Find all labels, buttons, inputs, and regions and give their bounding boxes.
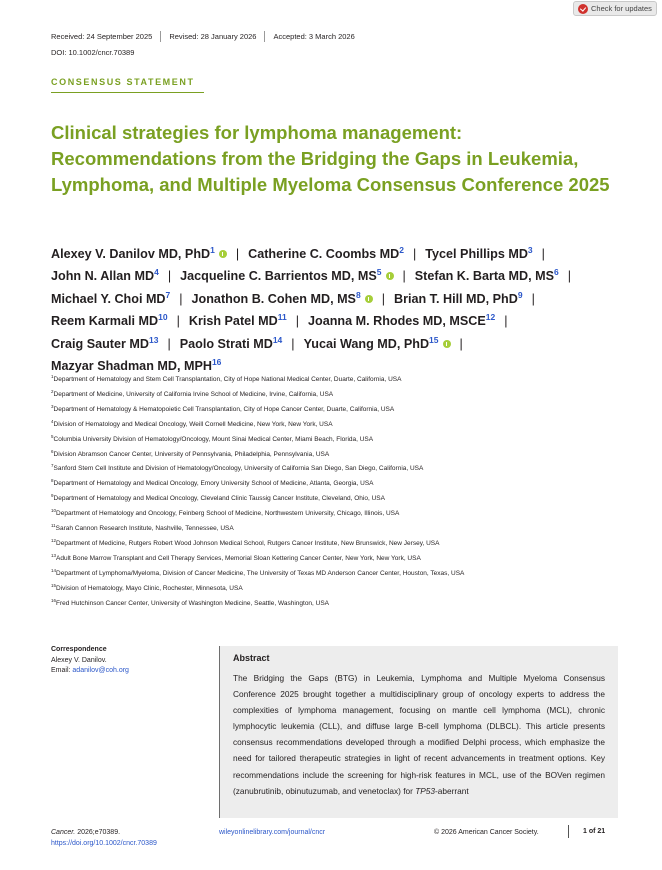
accepted-date: Accepted: 3 March 2026 (273, 32, 355, 41)
affiliation-item (51, 522, 631, 537)
author-name: Yucai Wang MD, PhD (303, 336, 430, 351)
author-separator: | (176, 314, 180, 329)
correspondence-heading: Correspondence (51, 646, 107, 653)
author-separator: | (167, 336, 171, 351)
footer-citation (51, 828, 157, 849)
author-affiliation-ref[interactable]: 8 (355, 289, 361, 300)
author-name: Mazyar Shadman MD, MPH (51, 359, 212, 374)
section-label: CONSENSUS STATEMENT (51, 77, 195, 87)
abstract-heading: Abstract (233, 653, 270, 663)
affiliation-text: Sarah Cannon Research Institute, Nashville, Tennessee, USA (55, 525, 234, 533)
affiliation-number: 15 (51, 582, 57, 588)
author-line (51, 265, 621, 287)
abstract-italic-gene: TP53 (415, 785, 436, 796)
author-name: Jonathon B. Cohen MD, MS (191, 291, 356, 306)
author-separator: | (381, 291, 385, 306)
author-affiliation-ref[interactable]: 11 (277, 312, 287, 323)
affiliation-number: 2 (51, 388, 54, 394)
author-separator: | (291, 336, 295, 351)
author-name: John N. Allan MD (51, 269, 155, 284)
abstract-text (233, 670, 605, 799)
affiliation-text: Columbia University Division of Hematology/Oncology, Mount Sinai Medical Center, Miami Beach, Florida, USA (53, 435, 374, 443)
affiliation-item (51, 567, 631, 582)
article-title: Clinical strategies for lymphoma management: Recommendations from the Bridging the Gaps in Leukemia, Lymphoma, and Multiple Myeloma Consensus Conference 2025 (51, 122, 610, 195)
affiliation-item (51, 433, 631, 448)
affiliation-number: 9 (51, 493, 54, 499)
author-affiliation-ref[interactable]: 14 (272, 334, 283, 345)
affiliation-item (51, 403, 631, 418)
orcid-icon[interactable] (386, 272, 394, 280)
received-date: Received: 24 September 2025 (51, 32, 153, 41)
author-separator: | (295, 314, 300, 329)
date-divider (160, 31, 161, 42)
footer-copyright: © 2026 American Cancer Society. (434, 829, 539, 836)
footer-divider (568, 825, 569, 838)
affiliation-text: Department of Hematology & Hematopoietic Cell Transplantation, City of Hope Cancer Center, Duarte, California, USA (53, 405, 395, 413)
author-affiliation-ref[interactable]: 7 (165, 289, 171, 300)
author-affiliation-ref[interactable]: 15 (429, 334, 439, 345)
affiliation-item (51, 462, 631, 477)
author-name: Joanna M. Rhodes MD, MSCE (308, 314, 486, 329)
author-affiliation-ref[interactable]: 3 (527, 245, 533, 255)
author-line (51, 333, 621, 355)
footer-citation-number: 2026;e70389. (77, 829, 121, 836)
author-separator: | (567, 269, 572, 284)
affiliation-text: Adult Bone Marrow Transplant and Cell Therapy Services, Memorial Sloan Kettering Cancer Center, New York, New York, USA (56, 554, 421, 562)
affiliation-text: Division of Hematology, Mayo Clinic, Rochester, Minnesota, USA (56, 584, 243, 592)
affiliation-item (51, 552, 631, 567)
affiliation-text: Sanford Stem Cell Institute and Division of Hematology/Oncology, University of California San Diego, San Diego, California, USA (53, 465, 424, 473)
correspondence-name: Alexey V. Danilov. (51, 656, 107, 664)
abstract-body: The Bridging the Gaps (BTG) in Leukemia, Lymphoma and Multiple Myeloma Consensus Conference 2025 brought together a multidisciplinary group of oncology experts to address the complexities of lymphoma management, focusing on mantle cell lymphoma (MCL), chronic lymphocytic leukemia (CLL), and diffuse large B-cell lymphoma (DLBCL). This article presents consensus recommendations developed through a modified Delphi process, which emphasize the need for tailored therapeutic strategies in light of recent advancements in treatment options. Key recommendations include the screening for high-risk features in MCL, use of the BOVen regimen (zanubrutinib, obinutuzumab, and venetoclax) for (233, 673, 605, 796)
affiliation-number: 4 (51, 418, 54, 424)
author-affiliation-ref[interactable]: 6 (554, 267, 559, 278)
affiliation-text: Department of Medicine, University of California Irvine School of Medicine, Irvine, California, USA (53, 390, 334, 398)
check-for-updates-label: Check for updates (591, 4, 652, 13)
footer-website-link[interactable]: wileyonlinelibrary.com/journal/cncr (219, 829, 326, 836)
affiliation-item (51, 582, 631, 597)
affiliation-item (51, 418, 631, 433)
author-separator: | (531, 291, 535, 306)
orcid-icon[interactable] (443, 340, 451, 348)
author-line (51, 310, 621, 332)
affiliation-list (51, 373, 631, 612)
affiliation-text: Fred Hutchinson Cancer Center, University of Washington Medicine, Seattle, Washington, USA (56, 599, 330, 607)
orcid-icon[interactable] (219, 250, 227, 258)
author-affiliation-ref[interactable]: 10 (158, 312, 168, 323)
correspondence-email-link[interactable]: adanilov@coh.org (72, 667, 129, 674)
abstract-tail: -aberrant (435, 785, 469, 796)
affiliation-number: 14 (51, 567, 57, 573)
affiliation-item (51, 537, 631, 552)
author-line (51, 243, 621, 265)
author-separator: | (413, 247, 417, 261)
affiliation-item (51, 388, 631, 403)
affiliation-text: Division Abramson Cancer Center, University of Pennsylvania, Philadelphia, Pennsylvania, USA (53, 450, 330, 458)
author-separator: | (167, 269, 172, 284)
affiliation-number: 8 (51, 478, 54, 484)
affiliation-number: 3 (51, 403, 54, 409)
correspondence (51, 645, 129, 677)
author-affiliation-ref[interactable]: 2 (399, 245, 404, 255)
footer-journal: Cancer. (51, 829, 76, 836)
affiliation-text: Department of Hematology and Stem Cell Transplantation, City of Hope National Medical Center, Duarte, California, USA (53, 376, 402, 383)
date-divider (264, 31, 265, 42)
abstract-left-rule (219, 646, 220, 818)
affiliation-text: Division of Hematology and Medical Oncology, Weill Cornell Medicine, New York, New York, USA (53, 420, 333, 428)
affiliation-number: 11 (51, 523, 56, 529)
author-name: Reem Karmali MD (51, 314, 159, 329)
author-list (51, 243, 621, 377)
orcid-icon[interactable] (365, 295, 373, 303)
affiliation-number: 1 (51, 374, 54, 379)
section-underline (51, 92, 204, 93)
author-name: Jacqueline C. Barrientos MD, MS (180, 269, 377, 284)
check-for-updates-button[interactable] (573, 1, 657, 16)
author-affiliation-ref[interactable]: 16 (211, 357, 222, 368)
correspondence-email-row (51, 666, 129, 677)
affiliation-text: Department of Hematology and Medical Oncology, Cleveland Clinic Taussig Cancer Institute, Cleveland, Ohio, USA (53, 495, 385, 503)
author-affiliation-ref[interactable]: 9 (517, 289, 523, 300)
affiliation-text: Department of Lymphoma/Myeloma, Division of Cancer Medicine, The University of Texas MD Anderson Cancer Center, Houston, Texas, USA (56, 569, 465, 577)
author-name: Craig Sauter MD (51, 336, 149, 351)
author-name: Brian T. Hill MD, PhD (393, 291, 518, 306)
author-separator: | (504, 314, 508, 329)
doi: DOI: 10.1002/cncr.70389 (51, 48, 135, 57)
author-name: Alexey V. Danilov MD, PhD (51, 247, 211, 261)
affiliation-item (51, 477, 631, 492)
affiliation-number: 13 (51, 552, 57, 558)
author-affiliation-ref[interactable]: 13 (148, 334, 159, 345)
affiliation-number: 5 (51, 433, 54, 439)
author-name: Catherine C. Coombs MD (248, 247, 400, 261)
affiliation-number: 7 (51, 463, 54, 469)
author-separator: | (179, 291, 183, 306)
author-name: Krish Patel MD (188, 314, 278, 329)
author-affiliation-ref[interactable]: 5 (376, 267, 382, 278)
affiliation-item (51, 597, 631, 612)
author-name: Paolo Strati MD (179, 336, 273, 351)
author-affiliation-ref[interactable]: 4 (154, 267, 159, 278)
article-dates (51, 31, 355, 42)
affiliation-text: Department of Hematology and Oncology, Feinberg School of Medicine, Northwestern University, Chicago, Illinois, USA (56, 510, 400, 518)
author-separator: | (402, 269, 406, 284)
affiliation-item (51, 448, 631, 463)
affiliation-item (51, 507, 631, 522)
affiliation-number: 10 (51, 508, 57, 514)
affiliation-item (51, 492, 631, 507)
author-affiliation-ref[interactable]: 1 (210, 245, 215, 255)
affiliation-text: Department of Hematology and Medical Oncology, Emory University School of Medicine, Atlanta, Georgia, USA (53, 480, 374, 488)
author-name: Tycel Phillips MD (425, 247, 528, 261)
footer-doi-link[interactable]: https://doi.org/10.1002/cncr.70389 (51, 839, 157, 847)
affiliation-number: 12 (51, 537, 57, 543)
page-number: 1 of 21 (583, 828, 606, 835)
author-line (51, 288, 621, 310)
author-name: Stefan K. Barta MD, MS (414, 269, 555, 284)
author-name: Michael Y. Choi MD (51, 291, 166, 306)
affiliation-number: 16 (51, 597, 57, 603)
revised-date: Revised: 28 January 2026 (169, 32, 257, 41)
author-separator: | (235, 247, 240, 261)
abstract-box (219, 646, 618, 818)
affiliation-item (51, 373, 631, 388)
author-separator: | (459, 336, 463, 351)
email-label: Email: (51, 667, 71, 674)
author-affiliation-ref[interactable]: 12 (485, 312, 496, 323)
affiliation-number: 6 (51, 448, 54, 454)
affiliation-text: Department of Medicine, Rutgers Robert Wood Johnson Medical School, Rutgers Cancer Institute, New Brunswick, New Jersey, USA (56, 539, 440, 547)
check-circle-icon (578, 4, 588, 14)
author-separator: | (541, 247, 545, 261)
